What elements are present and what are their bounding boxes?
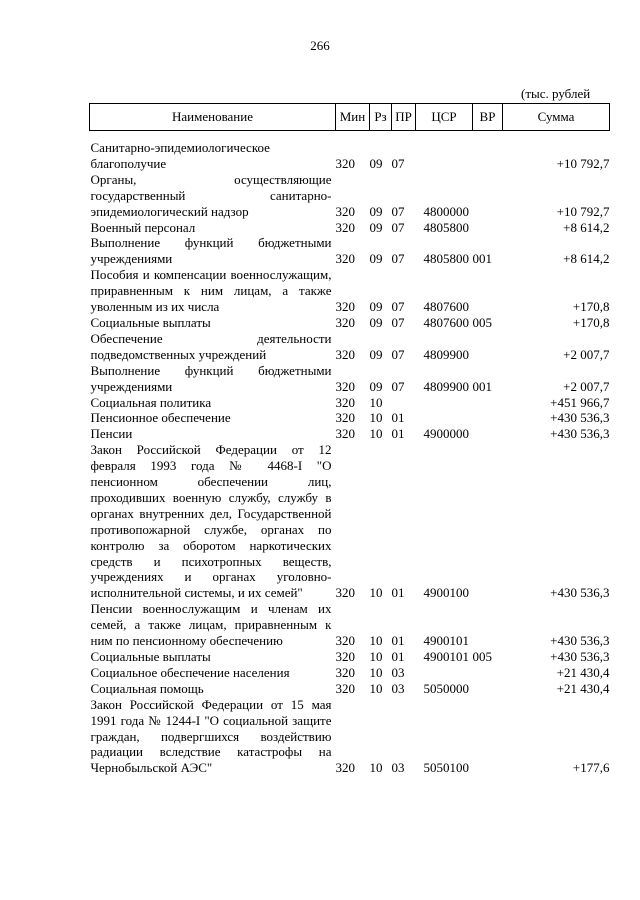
cell-vr	[473, 697, 503, 777]
cell-min: 320	[335, 680, 355, 696]
cell-min: 320	[335, 314, 355, 330]
cell-min: 320	[335, 633, 355, 649]
cell-name: Органы, осуществляющие государственный санитарно-эпидемиологический надзор	[90, 171, 332, 219]
cell-min: 320	[335, 299, 355, 315]
cell-sum: +170,8	[572, 314, 610, 330]
cell-pr: 07	[391, 251, 405, 267]
units-note: (тыс. рублей	[521, 86, 591, 101]
cell-pr: 03	[391, 664, 405, 680]
cell-pr: 01	[391, 649, 405, 664]
table-row	[90, 315, 610, 331]
cell-rz: 09	[369, 155, 383, 171]
cell-name: Социальная политика	[90, 394, 212, 410]
cell-vr: 001	[472, 251, 492, 267]
cell-min: 320	[335, 155, 355, 171]
cell-min: 320	[335, 664, 355, 680]
cell-rz: 10	[369, 760, 383, 776]
column-header-min: Мин	[336, 104, 370, 131]
cell-min: 320	[335, 649, 355, 664]
cell-vr	[473, 267, 503, 315]
cell-rz: 09	[369, 378, 383, 394]
cell-vr	[473, 410, 503, 426]
cell-name: Пенсии	[90, 426, 133, 442]
table-row	[90, 649, 610, 665]
cell-pr: 07	[391, 299, 405, 315]
cell-min: 320	[335, 378, 355, 394]
cell-pr: 03	[391, 680, 405, 696]
cell-rz: 10	[369, 649, 383, 664]
column-header-rz: Рз	[370, 104, 392, 131]
cell-name: Выполнение функций бюджетными учреждениями	[90, 235, 332, 267]
cell-vr	[473, 131, 503, 172]
cell-sum: +451 966,7	[550, 394, 610, 410]
cell-name: Обеспечение деятельности подведомственных учреждений	[90, 330, 332, 362]
cell-name: Пенсионное обеспечение	[90, 410, 231, 426]
cell-csr: 4807600	[423, 314, 469, 330]
page-number: 266	[310, 38, 330, 53]
cell-sum: +8 614,2	[563, 251, 610, 267]
cell-vr	[473, 426, 503, 442]
cell-rz: 10	[369, 426, 383, 442]
cell-min: 320	[335, 585, 355, 601]
cell-pr: 07	[391, 314, 405, 330]
table-row	[90, 363, 610, 395]
table-row	[90, 131, 610, 172]
cell-csr: 4805800	[423, 251, 469, 267]
cell-pr: 07	[391, 203, 405, 219]
column-header-pr: ПР	[392, 104, 416, 131]
cell-min: 320	[335, 219, 355, 235]
cell-pr: 01	[391, 410, 405, 426]
cell-name: Военный персонал	[90, 219, 196, 235]
table-row	[90, 172, 610, 220]
cell-pr: 07	[391, 378, 405, 394]
cell-pr: 07	[391, 155, 405, 171]
cell-min: 320	[335, 426, 355, 442]
cell-csr: 4800000	[423, 203, 469, 219]
table-row	[90, 665, 610, 681]
cell-name: Социальное обеспечение населения	[90, 664, 290, 680]
cell-name: Пособия и компенсации военнослужащим, приравненным к ним лицам, а также уволенным из их числа	[90, 267, 332, 315]
cell-rz: 09	[369, 314, 383, 330]
cell-vr: 005	[472, 314, 492, 330]
cell-csr	[416, 395, 473, 411]
cell-min: 320	[335, 394, 355, 410]
cell-vr	[473, 395, 503, 411]
cell-sum: +21 430,4	[556, 680, 610, 696]
cell-pr: 07	[391, 346, 405, 362]
table-row	[90, 410, 610, 426]
column-header-name: Наименование	[90, 104, 336, 131]
cell-pr: 01	[391, 633, 405, 649]
cell-name: Санитарно-эпидемиологическое благополучие	[90, 140, 270, 171]
table-row	[90, 395, 610, 411]
cell-sum: +430 536,3	[550, 585, 610, 601]
cell-pr	[392, 395, 416, 411]
cell-vr: 001	[472, 378, 492, 394]
cell-sum: +177,6	[572, 760, 610, 776]
cell-csr: 4900000	[423, 426, 469, 442]
table-row	[90, 601, 610, 649]
cell-sum: +8 614,2	[563, 219, 610, 235]
cell-min: 320	[335, 760, 355, 776]
cell-rz: 10	[369, 394, 383, 410]
cell-csr	[416, 131, 473, 172]
cell-vr	[473, 665, 503, 681]
cell-min: 320	[335, 251, 355, 267]
cell-rz: 10	[369, 664, 383, 680]
cell-rz: 10	[369, 633, 383, 649]
cell-sum: +10 792,7	[556, 155, 610, 171]
cell-rz: 09	[369, 219, 383, 235]
column-header-csr: ЦСР	[416, 104, 473, 131]
cell-sum: +430 536,3	[550, 633, 610, 649]
cell-sum: +10 792,7	[556, 203, 610, 219]
table-row	[90, 426, 610, 442]
cell-vr	[473, 442, 503, 601]
cell-csr: 4809900	[423, 378, 469, 394]
cell-rz: 10	[369, 680, 383, 696]
table-row	[90, 331, 610, 363]
cell-name: Закон Российской Федерации от 12 февраля 1993 года № 4468-I "О пенсионном обеспечении лиц, проходивших военную службу, службу в органах внутренних дел, Государственной противопожарной службе, органах по контролю за оборотом наркотических средств и психотропных веществ, учреждениях и органах уголовно-исполнительной системы, и их семей"	[90, 442, 332, 601]
cell-csr: 4807600	[423, 299, 469, 315]
cell-rz: 10	[369, 410, 383, 426]
cell-csr	[416, 665, 473, 681]
cell-sum: +21 430,4	[556, 664, 610, 680]
cell-csr: 4900101	[423, 633, 469, 649]
cell-csr: 4900100	[423, 585, 469, 601]
cell-sum: +430 536,3	[550, 649, 610, 664]
budget-table	[89, 103, 610, 776]
cell-sum: +2 007,7	[563, 378, 610, 394]
column-header-vr: ВР	[473, 104, 503, 131]
table-row	[90, 267, 610, 315]
table-row	[90, 442, 610, 601]
cell-name: Закон Российской Федерации от 15 мая 1991 года № 1244-I "О социальной защите граждан, подвергшихся воздействию радиации вследствие катастрофы на Чернобыльской АЭС"	[90, 696, 332, 776]
table-header	[90, 104, 610, 131]
cell-pr: 03	[391, 760, 405, 776]
cell-name: Пенсии военнослужащим и членам их семей, а также лицам, приравненным к ним по пенсионному обеспечению	[90, 601, 332, 649]
cell-csr: 4805800	[423, 219, 469, 235]
cell-name: Выполнение функций бюджетными учреждениями	[90, 362, 332, 394]
cell-pr: 01	[391, 585, 405, 601]
cell-csr	[416, 410, 473, 426]
cell-vr	[473, 220, 503, 236]
column-header-sum: Сумма	[503, 104, 610, 131]
cell-vr: 005	[472, 649, 492, 664]
cell-csr: 5050000	[423, 680, 469, 696]
table-row	[90, 220, 610, 236]
cell-rz: 09	[369, 251, 383, 267]
table-row	[90, 681, 610, 697]
cell-pr: 01	[391, 426, 405, 442]
cell-sum: +170,8	[572, 299, 610, 315]
cell-name: Социальные выплаты	[90, 649, 211, 664]
cell-min: 320	[335, 203, 355, 219]
cell-pr: 07	[391, 219, 405, 235]
cell-min: 320	[335, 346, 355, 362]
cell-rz: 09	[369, 299, 383, 315]
table-body	[90, 131, 610, 777]
cell-sum: +2 007,7	[563, 346, 610, 362]
cell-sum: +430 536,3	[550, 410, 610, 426]
cell-csr: 4900101	[423, 649, 469, 664]
cell-min: 320	[335, 410, 355, 426]
cell-csr: 5050100	[423, 760, 469, 776]
cell-vr	[473, 681, 503, 697]
cell-vr	[473, 601, 503, 649]
cell-name: Социальные выплаты	[90, 314, 211, 330]
cell-rz: 09	[369, 203, 383, 219]
cell-vr	[473, 172, 503, 220]
cell-rz: 10	[369, 585, 383, 601]
cell-name: Социальная помощь	[90, 680, 204, 696]
table-row	[90, 697, 610, 777]
table-row	[90, 235, 610, 267]
cell-rz: 09	[369, 346, 383, 362]
cell-csr: 4809900	[423, 346, 469, 362]
cell-vr	[473, 331, 503, 363]
cell-sum: +430 536,3	[550, 426, 610, 442]
